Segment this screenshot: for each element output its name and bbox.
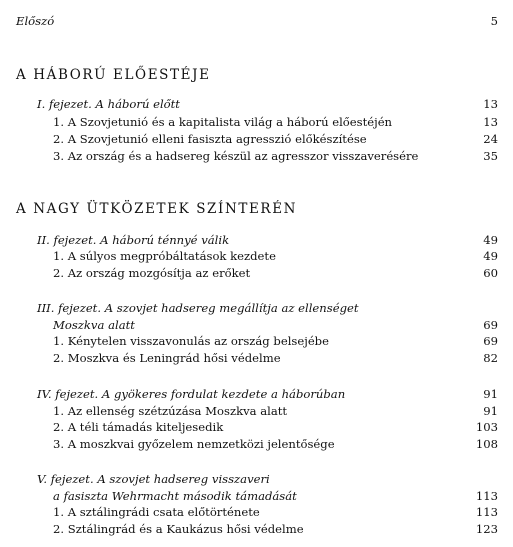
chapter-title: III. fejezet. A szovjet hadsereg megállítja az ellenséget: [37, 301, 359, 315]
chapter-page: 69: [483, 318, 498, 332]
chapter-title: IV. fejezet. A gyökeres fordulat kezdete a háborúban: [37, 387, 346, 401]
preface-page: 5: [490, 14, 498, 28]
chapter-title-continued: Moszkva alatt: [53, 318, 135, 332]
section-label: 2. Sztálingrád és a Kaukázus hősi védelme: [53, 522, 304, 536]
chapter-page: 13: [483, 97, 498, 111]
chapter-title: II. fejezet. A háború ténnyé válik: [37, 233, 230, 247]
section-page: 60: [483, 266, 498, 280]
section-label: 2. Moszkva és Leningrád hősi védelme: [53, 351, 281, 365]
section-page: 35: [483, 149, 498, 163]
section-label: 2. Az ország mozgósítja az erőket: [53, 266, 251, 280]
section-page: 49: [483, 249, 498, 263]
section-page: 13: [483, 115, 498, 129]
section-page: 103: [475, 420, 498, 434]
section-page: 24: [483, 132, 498, 146]
section-label: 1. Kénytelen visszavonulás az ország belsejébe: [53, 334, 329, 348]
section-label: 2. A téli támadás kiteljesedik: [53, 420, 224, 434]
section-label: 1. A sztálingrádi csata előtörténete: [53, 505, 260, 519]
section-page: 108: [475, 437, 498, 451]
section-page: 82: [483, 351, 498, 365]
section-page: 123: [475, 522, 498, 536]
chapter-page: 113: [475, 489, 498, 503]
chapter-page: 91: [483, 387, 498, 401]
section-label: 1. A súlyos megpróbáltatások kezdete: [53, 249, 276, 263]
chapter-page: 49: [483, 233, 498, 247]
chapter-title: I. fejezet. A háború előtt: [37, 97, 180, 111]
section-label: 3. Az ország és a hadsereg készül az agresszor visszaverésére: [53, 149, 419, 163]
section-label: 1. Az ellenség szétzúzása Moszkva alatt: [53, 404, 288, 418]
section-label: 2. A Szovjetunió elleni fasiszta agresszió előkészítése: [53, 132, 367, 146]
part-title: A HÁBORÚ ELŐESTÉJE: [16, 67, 211, 83]
section-page: 69: [483, 334, 498, 348]
preface-label: Előszó: [16, 14, 55, 28]
section-label: 3. A moszkvai győzelem nemzetközi jelentősége: [53, 437, 335, 451]
chapter-title: V. fejezet. A szovjet hadsereg visszaveri: [37, 472, 270, 486]
section-page: 91: [483, 404, 498, 418]
chapter-title-continued: a fasiszta Wehrmacht második támadását: [53, 489, 297, 503]
section-page: 113: [475, 505, 498, 519]
part-title: A NAGY ÜTKÖZETEK SZÍNTERÉN: [16, 201, 298, 217]
section-label: 1. A Szovjetunió és a kapitalista világ a háború előestéjén: [53, 115, 393, 129]
